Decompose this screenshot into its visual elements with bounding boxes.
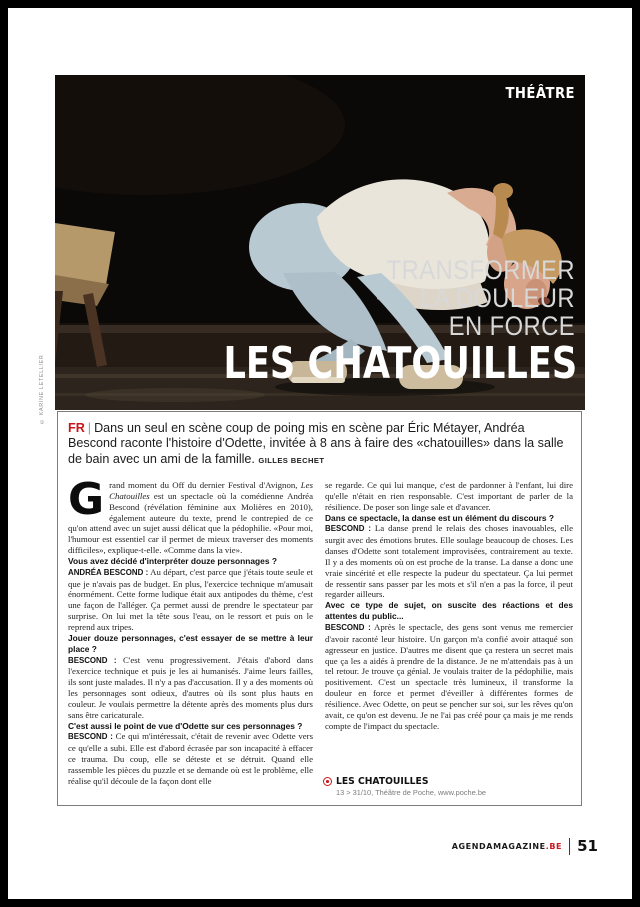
event-header <box>323 776 578 787</box>
answer-text: C'est venu progressivement. J'étais d'abord dans l'exercice technique et puis je les ai humanisés. J'aime leurs failles, ils sont juste malades. Il n'y a pas d'accusation. Il y a des moments où les personnages sont odieux, d'autres où ils sont plus hauts en couleur. Je voulais permettre la détente après des moments plus durs sans être caricaturale. <box>68 654 313 720</box>
magazine-site <box>452 842 562 851</box>
interview-question: Jouer douze personnages, c'est essayer de se mettre à leur place ? <box>68 632 313 654</box>
answer-text: Après le spectacle, des gens sont venus me remercier d'avoir raconté leur histoire. Un garçon m'a confié avoir attaqué son agresseur en justice. D'autres me disent que ça restera un secret mais que ça les a aidés à prendre de la distance. Je ne m'attendais pas à un tel retour. Je trouve ça génial. Je voulais traiter de la pédophilie, mais positivement. C'est un spectacle très lumineux, il transforme la douleur en force et permet d'éveiller à différentes formes de résilience. Avec Odette, on peut se pencher sur soi, sur les rêves qu'on avait, ce qu'on est devenu. Je ne l'ai pas créé pour ça mais je me rends compte de l'impact du spectacle. <box>325 621 573 731</box>
author-byline: GILLES BECHET <box>258 455 325 465</box>
hero-subtitle-line: EN FORCE <box>448 311 575 341</box>
photo-credit: © KARINE LETELLIER <box>39 354 45 424</box>
circled-event-icon <box>323 777 332 786</box>
hero-subtitle-line: TRANSFORMER <box>386 255 575 285</box>
event-title: LES CHATOUILLES <box>336 776 429 787</box>
lead-text: rand moment du Off du dernier Festival d'Avignon, <box>109 480 301 490</box>
lead-paragraph <box>68 474 313 556</box>
hero-subtitle <box>387 256 575 340</box>
page-footer <box>452 837 598 855</box>
interview-answer <box>68 567 313 633</box>
speaker-name: ANDRÉA BESCOND : <box>68 567 149 577</box>
event-info-block <box>323 776 578 797</box>
event-details: 13 > 31/10, Théâtre de Poche, www.poche.be <box>336 788 487 797</box>
intro-text: Dans un seul en scène coup de poing mis en scène par Éric Métayer, Andréa Bescond raconte l'histoire d'Odette, invitée à 8 ans à faire des «chatouilles» dans la salle de bain avec un ami de la famille. <box>68 421 564 466</box>
lead-text: est un spectacle où la comédienne Andréa Bescond (révélation féminine aux Molières en 2010), également auteure du texte, prend le contrepied de ce qu'on attend avec un sujet aussi délicat que la pédophilie. «Pour moi, l'humour est essentiel car il permet de mieux traverser des moments difficiles», explique-t-elle. «Comme dans la vie». <box>68 490 313 556</box>
hero-title: LES CHATOUILLES <box>223 338 577 389</box>
article-intro <box>68 421 570 468</box>
interview-answer <box>68 655 313 721</box>
interview-answer <box>68 731 313 786</box>
speaker-name: BESCOND : <box>68 655 117 665</box>
answer-continuation: se regarde. Ce qui lui manque, c'est de pardonner à l'enfant, lui dire qu'elle n'était en rien responsable. C'est important de parler de la résilience. De poser son linge sale et d'avancer. <box>325 480 573 512</box>
hero-subtitle-line: LA DOULEUR <box>420 283 575 313</box>
page-number: 51 <box>577 837 598 855</box>
answer-text: La danse prend le relais des choses inavouables, elle surgit avec des émotions brutes. Elle soulage beaucoup de choses. Les danses d'Odette sont totalement improvisées, contrairement au texte. Il y a des moments où on est proche de la transe. La danse a donc une vraie sincérité et elle respecte la pudeur du spectateur. Ça lui permet de ressentir sans passer par les mots et s'il n'en a pas la force, il peut regarder ailleurs. <box>325 523 574 600</box>
show-title-italic: Les Chatouilles <box>109 480 313 501</box>
interview-answer <box>325 523 573 600</box>
interview-question: C'est aussi le point de vue d'Odette sur ces personnages ? <box>68 720 303 731</box>
interview-question: Avec ce type de sujet, on suscite des réactions et des attentes du public... <box>325 600 573 622</box>
footer-divider <box>569 838 570 855</box>
dropcap: G <box>68 474 105 525</box>
magazine-page <box>8 8 632 899</box>
speaker-name: BESCOND : <box>68 732 113 742</box>
site-tld: .BE <box>545 841 563 851</box>
article-column-left <box>68 474 314 787</box>
interview-question: Vous avez décidé d'interpréter douze personnages ? <box>68 555 277 566</box>
intro-separator: | <box>87 421 92 435</box>
speaker-name: BESCOND : <box>325 524 371 534</box>
answer-text: Au départ, c'est parce que j'étais toute seule et que je n'avais pas de budget. En plus, l'exercice technique m'amusait énormément. Cette forme ludique était aux antipodes du thème, c'est une façon de l'alléger. Ça permet aussi de prendre le spectateur par surprise. On lui met la tête sous l'eau, on le ressort et puis on le reprend aux tripes. <box>68 566 313 632</box>
language-tag: FR <box>68 421 85 435</box>
stage-photo <box>55 75 585 410</box>
site-name: AGENDAMAGAZINE <box>451 841 546 851</box>
interview-answer <box>325 622 573 731</box>
answer-text: Ce qui m'intéressait, c'était de revenir avec Odette vers ce qu'elle a subi. Elle est d'abord écrasée par son incapacité à effacer ce trauma. Du coup, elle se déteste et se détruit. Quand elle rassemble les pièces du puzzle et se demande où est le problème, elle réalise qu'il découle de la façon dont elle <box>68 731 314 786</box>
interview-question: Dans ce spectacle, la danse est un élément du discours ? <box>325 512 554 523</box>
speaker-name: BESCOND : <box>325 622 371 632</box>
section-label: THÉÂTRE <box>505 84 575 102</box>
article-column-right <box>325 480 573 731</box>
